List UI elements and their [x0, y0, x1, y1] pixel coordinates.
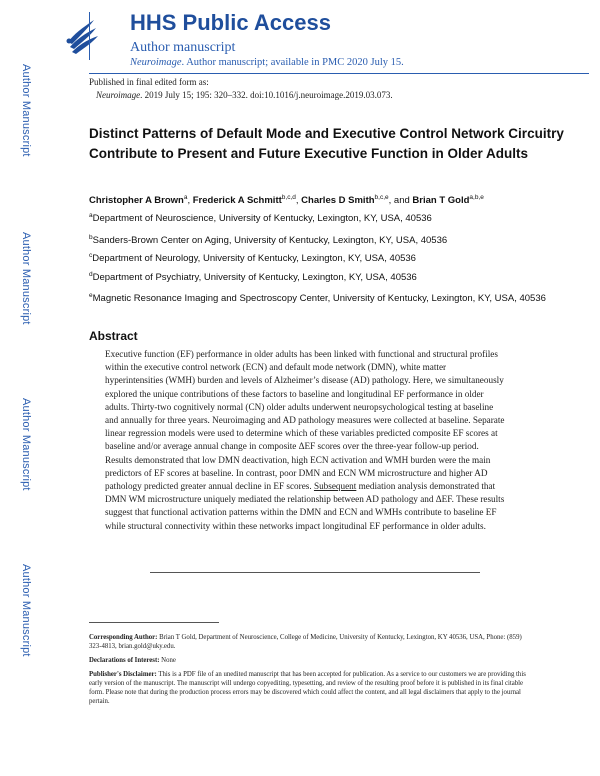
citation-text: . 2019 July 15; 195: 320–332. doi:10.1016/j.neuroimage.2019.03.073. — [140, 90, 393, 100]
author-list — [89, 194, 484, 206]
author-name: Frederick A Schmitt — [192, 195, 282, 207]
published-label: Published in final edited form as: — [89, 77, 209, 87]
affiliation-marker: c — [89, 252, 93, 259]
affiliation-text: Sanders-Brown Center on Aging, University of Kentucky, Lexington, KY, USA, 40536 — [92, 235, 448, 247]
author-affiliation-marker: b,c,d — [281, 194, 296, 201]
sidebar-label: Author Manuscript — [20, 232, 32, 325]
affiliation-marker: d — [89, 271, 93, 278]
footnote-label: Corresponding Author: — [89, 634, 158, 641]
header-divider — [89, 12, 90, 60]
citation-journal: Neuroimage — [96, 90, 141, 100]
footnote-rule — [89, 622, 219, 623]
journal-name: Neuroimage — [130, 57, 182, 68]
author-affiliation-marker: b,c,e — [374, 194, 389, 201]
author-affiliation-marker: a,b,e — [469, 194, 484, 201]
affiliation-marker: a — [89, 212, 93, 219]
availability-text: . Author manuscript; available in PMC 2020 July 15. — [181, 57, 404, 68]
header-subtitle: Author manuscript — [130, 40, 236, 55]
affiliation-text: Department of Psychiatry, University of Kentucky, Lexington, KY, USA, 40536 — [92, 272, 417, 284]
footnote-label: Publisher's Disclaimer: — [89, 671, 157, 678]
sidebar-label: Author Manuscript — [20, 398, 32, 491]
header-rule — [89, 73, 589, 74]
affiliation-text: Magnetic Resonance Imaging and Spectroscopy Center, University of Kentucky, Lexington, KY, USA, 40536 — [92, 293, 546, 305]
sidebar-label: Author Manuscript — [20, 64, 32, 157]
affiliation-text: Department of Neurology, University of Kentucky, Lexington, KY, USA, 40536 — [92, 253, 416, 265]
article-title: Distinct Patterns of Default Mode and Executive Control Network Circuitry Contribute to Present and Future Executive Function in Older Adults — [89, 126, 564, 161]
author-separator: , — [187, 195, 193, 207]
author-name: Brian T Gold — [412, 195, 470, 207]
sidebar-label: Author Manuscript — [20, 564, 32, 657]
abstract-heading: Abstract — [89, 329, 138, 343]
availability-line — [130, 57, 404, 68]
footnote-label: Declarations of Interest: — [89, 657, 160, 664]
affiliation — [89, 267, 589, 285]
affiliation — [89, 248, 589, 266]
affiliation-text: Department of Neuroscience, University of Kentucky, Lexington, KY, USA, 40536 — [92, 213, 432, 225]
author-name: Charles D Smith — [301, 195, 375, 207]
footnote-text: None — [159, 657, 176, 664]
author-separator: , and — [388, 195, 413, 207]
abstract-underlined-word: Subsequent — [313, 481, 357, 492]
author-name: Christopher A Brown — [89, 195, 184, 207]
publisher-disclaimer — [89, 670, 529, 706]
footnote-text: Brian T Gold, Department of Neuroscience, College of Medicine, University of Kentucky, Lexington, KY 40536, USA, Phone: (859) 323-4813, brian.gold@uky.edu. — [89, 634, 522, 650]
affiliation — [89, 208, 589, 226]
affiliation — [89, 288, 589, 306]
affiliation-marker: b — [89, 234, 93, 241]
interest-declaration — [89, 656, 529, 665]
page-title: HHS Public Access — [130, 10, 331, 35]
author-affiliation-marker: a — [183, 194, 188, 201]
sidebar — [0, 0, 34, 776]
corresponding-author-note — [89, 633, 529, 651]
abstract-text: mediation analysis demonstrated that DMN WM microstructure uniquely mediated the relationship between AD pathology and ΔEF. These results suggest that functional activation patterns within the DMN and ECN and WMHs contribute to baseline EF while structural connectivity within these networks impact longitudinal EF performance in older adults. — [105, 481, 505, 531]
author-separator: , — [295, 195, 302, 207]
hhs-eagle-logo-icon — [60, 12, 104, 60]
affiliation-marker: e — [89, 292, 93, 299]
footnote-text: This is a PDF file of an unedited manuscript that has been accepted for publication. As a service to our customers we are providing this early version of the manuscript. The manuscript will undergo copyediting, typesetting, and review of the resulting proof before it is published in its final citable form. Please note that during the production process errors may be discovered which could affect the content, and all legal disclaimers that apply to the journal pertain. — [89, 671, 526, 705]
abstract-rule — [150, 572, 480, 573]
abstract-text: Executive function (EF) performance in older adults has been linked with functional and structural profiles within the executive control network (ECN) and default mode network (DMN), white matter hyperintensities (WMH) burden and levels of Alzheimer’s disease (AD) pathology. Here, we simultaneously explored the unique contributions of these factors to baseline and longitudinal EF performance in older adults. Thirty-two cognitively normal (CN) older adults underwent neuropsychological testing at baseline and annually for three years. Neuroimaging and AD pathology measures were collected at baseline. Separate linear regression models were used to determine which of these variables predicted composite EF scores at baseline and/or average annual change in composite ΔEF scores over the three-year follow-up period. Results demonstrated that low DMN deactivation, high ECN activation and WMH burden were the main predictors of EF scores at baseline. In contrast, poor DMN and ECN WM microstructure and higher AD pathology predicted greater annual decline in EF scores. — [105, 349, 505, 492]
abstract-body — [105, 348, 505, 533]
affiliation — [89, 230, 589, 248]
citation-line — [96, 90, 393, 100]
